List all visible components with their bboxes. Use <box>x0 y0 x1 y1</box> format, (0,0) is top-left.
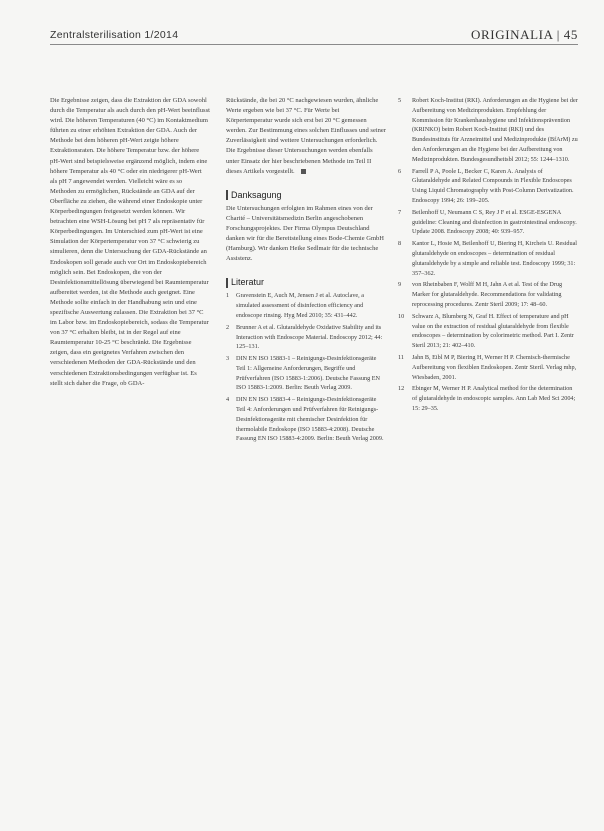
text-column-3 <box>398 96 578 416</box>
reference-number: 10 <box>398 312 405 320</box>
reference-text: Robert Koch-Institut (RKI). Anforderungen an die Hygiene bei der Aufbereitung von Medizinprodukten. Empfehlung der Kommission für Krankenhaushygiene und Infektionsprävention (KRINKO) beim Robert Koch-Institut (RKI) und des Bundesinstituts für Arzneimittel und Medizinprodukte (BfArM) zu den Anforderungen an die Hygiene bei der Aufbereitung von Medizinprodukten. Bundesgesundheitsbl 2012; 55: 1244–1310. <box>412 97 578 163</box>
reference-text: Beilenhoff U, Neumann C S, Rey J F et al. ESGE-ESGENA guideline: Cleaning and disinfection in gastrointestinal endoscopy. Update 2008. Endoscopy 2008; 40: 939–957. <box>412 208 577 236</box>
reference-number: 8 <box>398 240 402 248</box>
heading-bar <box>226 190 228 200</box>
header-separator: | <box>556 27 564 42</box>
reference-text: von Rheinbaben F, Wolff M H, Jahn A et al. Test of the Drug Marker for glutaraldehyde. Recommendations for validating reprocessing procedures. Zentr Steril 2009; 17: 48–60. <box>412 281 563 308</box>
body-paragraph <box>226 96 386 177</box>
body-paragraph: Die Ergebnisse zeigen, dass die Extraktion der GDA sowohl durch die Temperatur als auch durch den pH-Wert beeinflusst wird. Die höheren Temperaturen (40 °C) im Kontaktmedium führten zu einer erhöhten Extraktion der GDA. Auch der Methode bei dem höheren pH-Wert zeigte höhere Extraktionsraten. Die höhere Temperatur bzw. der höhere pH-Wert sind beispielsweise ergänzend möglich, indem eine höhere Temperatur als 40 °C oder ein niedrigerer pH-Wert als pH 7 angewendet werden. Vielleicht wäre es so Methoden zu ermöglichen, Rückstände an GDA auf der Oberfläche zu ziehen, die während einer Endoskopie unter Körperbedingungen freigesetzt werden können. Wir betrachten eine WSH-Lösung bei pH 7 als repräsentativ für Körperbedingungen. Im Unterschied zum pH-Wert ist eine Simulation der Körpertemperatur von 37 °C schwierig zu simulieren, denn die Untersuchung der GDA-Rückstände an Endoskopen soll gerade auch vor Ort im Endoskopiebereich möglich sein. Bei Endoskopen, die von der Desinfektionsmittellösung überwiegend bei Raumtemperatur aufbereitet werden, ist die Methode auch geeignet. Eine Methode sollte einfach in der Handhabung sein und eine spezifische Auswertung zulassen. Die Extraktion bei 37 °C im Labor bzw. im Endoskopiebereich, sodass die Temperatur von 37 °C erhalten bleibt, ist in der Regel auf eine Raumtemperatur 10-25 °C beschränkt. Die Ergebnisse zeigen, dass ein geeignetes Verfahren zwischen den verschiedenen Methoden der GDA-Rückstände und den verschiedenen Extraktionsbedingungen verfügbar ist. Es stellt sich daher die Frage, ob GDA- <box>50 97 210 387</box>
reference-item <box>226 354 386 393</box>
reference-text: Gravenstein E, Auch M, Jensen J et al. Autoclave, a simulated assessment of disinfection efficiency and endoscope rinsing. Hyg Med 2010; 35: 431–442. <box>236 292 365 319</box>
reference-item <box>226 291 386 320</box>
reference-number: 3 <box>226 355 230 363</box>
journal-name: Zentralsterilisation 1/2014 <box>50 29 179 41</box>
reference-item <box>398 96 578 165</box>
reference-item <box>398 384 578 413</box>
reference-number: 1 <box>226 292 230 300</box>
reference-number: 2 <box>226 323 230 331</box>
article-end-mark <box>301 169 306 174</box>
reference-item <box>398 208 578 237</box>
acknowledgement-title: Danksagung <box>231 189 282 200</box>
reference-number: 12 <box>398 385 405 393</box>
reference-text: Brunner A et al. Glutaraldehyde Oxidative Stability and its Interaction with Endoscope Material. Endoscopy 2012; 44: 125–131. <box>236 323 383 351</box>
reference-text: Farrell P A, Poole L, Becker C, Karen A. Analysis of Glutaraldehyde and Related Compounds in Flexible Endoscopes Using Liquid Chromatography with Post-Column Derivatization. Endoscopy 1994; 26: 199–205. <box>412 167 574 204</box>
header-rule <box>50 44 578 45</box>
reference-item <box>226 323 386 352</box>
acknowledgement-heading <box>226 190 386 201</box>
reference-text: Kantor L, Hosie M, Beilenhoff U, Biering H, Kircheis U. Residual glutaraldehyde on endoscopes – determination of residual glutaraldehyde by a simple and reliable test. Endoscopy 1999; 31: 357–362. <box>412 240 578 277</box>
reference-item <box>398 167 578 206</box>
reference-number: 7 <box>398 208 402 216</box>
text-column-2 <box>226 96 386 446</box>
reference-text: Ebinger M, Werner H P. Analytical method for the determination of glutaraldehyde in endoscopic samples. Ann Lab Med Sci 2004; 15: 29–35. <box>412 385 576 412</box>
reference-text: DIN EN ISO 15883-1 – Reinigungs-Desinfektionsgeräte Teil 1: Allgemeine Anforderungen, Begriffe und Prüfverfahren (ISO 15883-1:2006). Deutsche Fassung EN ISO 15883-1:2009. Berlin: Beuth Verlag 2009. <box>236 355 381 392</box>
reference-number: 6 <box>398 167 402 175</box>
reference-item <box>398 239 578 278</box>
reference-number: 4 <box>226 396 230 404</box>
reference-item <box>398 312 578 351</box>
reference-text: Schwarz A, Blumberg N, Graf H. Effect of temperature and pH value on the extraction of residual glutaraldehyde from flexible endoscopes – determination by colorimetric method. Part I. Zentr Steril 2013; 21: 402–410. <box>412 312 574 350</box>
literature-heading <box>226 277 386 288</box>
reference-item <box>226 395 386 444</box>
acknowledgement-text: Die Untersuchungen erfolgten im Rahmen eines von der Charité – Universitätsmedizin Berlin angeschobenen Forschungsprojektes. Der Firma Olympus Deutschland danken wir für die Bereitstellung eines Bode-Chemie GmbH (Hamburg). Wir danken Heike Sedlmair für die technische Assistenz. <box>226 204 384 263</box>
reference-item <box>398 280 578 309</box>
reference-text: DIN EN ISO 15883-4 – Reinigungs-Desinfektionsgeräte Teil 4: Anforderungen und Prüfverfahren für Reinigungs-Desinfektionsgeräte mit chemischer Desinfektion für thermolabile Endoskope (ISO 15883-4:2008). Deutsche Fassung EN ISO 15883-4:2009. Berlin: Beuth Verlag 2009. <box>236 396 384 443</box>
reference-number: 11 <box>398 353 404 361</box>
heading-bar <box>226 278 228 288</box>
literature-title: Literatur <box>231 277 265 288</box>
section-title: ORIGINALIA <box>471 27 553 42</box>
reference-item <box>398 353 578 382</box>
reference-number: 9 <box>398 281 402 289</box>
body-text: Rückstände, die bei 20 °C nachgewiesen wurden, ähnliche Werte ergeben wie bei 37 °C. Für Werte bei Körpertemperatur wurde sich erst bei 20 °C gemessen werden. Zur Bestimmung eines solchen Einflusses und seiner Zuverlässigkeit sind weitere Untersuchungen erforderlich. Die Ergebnisse dieser Untersuchungen werden ebenfalls unter Einsatz der hier beschriebenen Methode im Teil II dieses Artikels vorgestellt. <box>226 97 386 175</box>
reference-list <box>398 96 578 414</box>
page-number: 45 <box>563 27 578 42</box>
reference-text: Jahn B, Eibl M P, Biering H, Werner H P. Chemisch-thermische Aufbereitung von flexiblen Endoskopen. Zentr Steril. Verlag mhp, Wiesbaden, 2001. <box>412 353 577 381</box>
text-column-1 <box>50 96 210 389</box>
section-header <box>471 27 578 43</box>
reference-number: 5 <box>398 97 402 104</box>
reference-list <box>226 291 386 444</box>
